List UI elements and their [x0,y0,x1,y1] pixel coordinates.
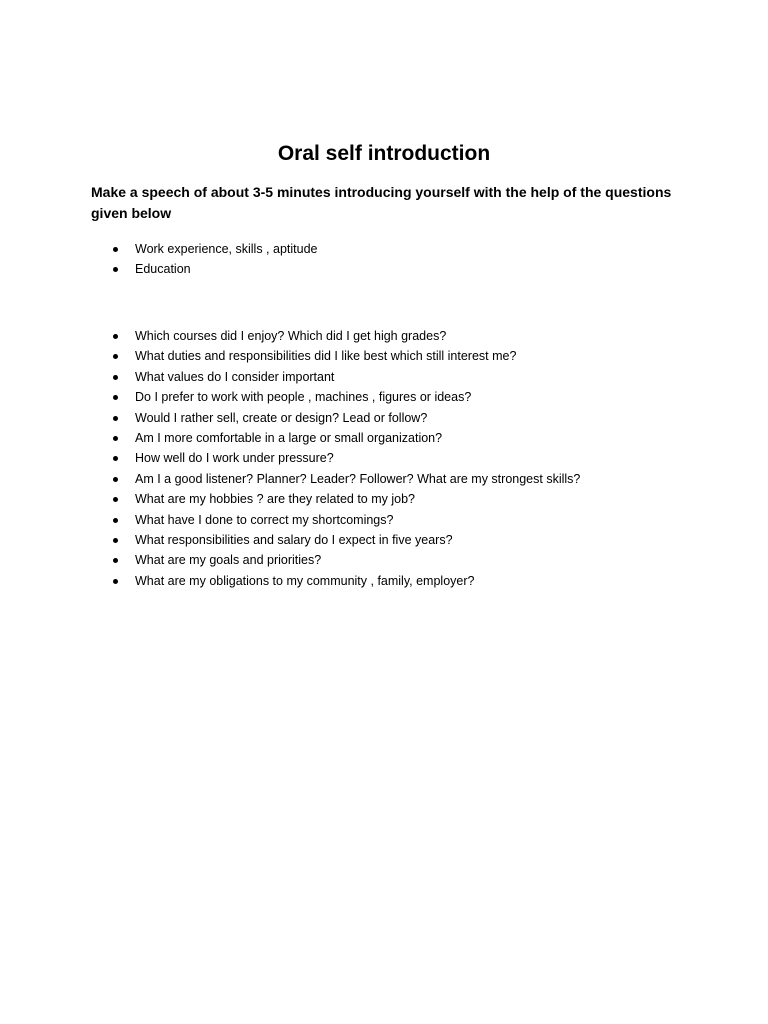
question-item-text: What are my obligations to my community , family, employer? [135,573,475,588]
question-item-text: What are my goals and priorities? [135,553,322,568]
bullet-icon [113,456,118,461]
topics-list [91,239,711,280]
question-item-text: Would I rather sell, create or design? Lead or follow? [135,410,428,425]
question-item-text: What are my hobbies ? are they related to my job? [135,492,416,507]
question-item [91,428,711,448]
topic-item-text: Work experience, skills , aptitude [135,242,318,256]
question-item [91,448,711,468]
question-item-text: What values do I consider important [135,369,335,384]
question-item-text: Am I more comfortable in a large or small organization? [135,431,443,446]
question-item [91,346,711,366]
question-item-text: How well do I work under pressure? [135,451,334,466]
bullet-icon [113,375,118,380]
bullet-icon [113,395,118,400]
intro-paragraph: Make a speech of about 3-5 minutes introducing yourself with the help of the questions given below [91,184,672,221]
bullet-icon [113,477,118,482]
question-item-text: Which courses did I enjoy? Which did I get high grades? [135,329,447,343]
question-item [91,469,711,489]
question-item-text: What duties and responsibilities did I like best which still interest me? [135,349,517,364]
page-title: Oral self introduction [277,142,491,165]
question-item-text: Do I prefer to work with people , machines , figures or ideas? [135,390,472,405]
bullet-icon [113,416,118,421]
question-item [91,550,711,570]
question-item-text: What responsibilities and salary do I expect in five years? [135,533,453,548]
bullet-icon [113,518,118,523]
bullet-icon [113,497,118,502]
topic-item [91,259,711,279]
bullet-icon [113,558,118,563]
question-item [91,326,711,346]
question-item-text: What have I done to correct my shortcomings? [135,512,394,527]
bullet-icon [113,354,118,359]
bullet-icon [113,436,118,441]
bullet-icon [113,267,118,272]
bullet-icon [113,334,118,339]
question-item [91,387,711,407]
question-item [91,510,711,530]
question-item [91,571,711,591]
topic-item-text: Education [135,262,191,277]
questions-list [91,326,711,591]
question-item [91,408,711,428]
bullet-icon [113,247,118,252]
bullet-icon [113,538,118,543]
topic-item [91,239,711,259]
question-item [91,489,711,509]
question-item-text: Am I a good listener? Planner? Leader? Follower? What are my strongest skills? [135,471,581,486]
bullet-icon [113,579,118,584]
question-item [91,367,711,387]
question-item [91,530,711,550]
